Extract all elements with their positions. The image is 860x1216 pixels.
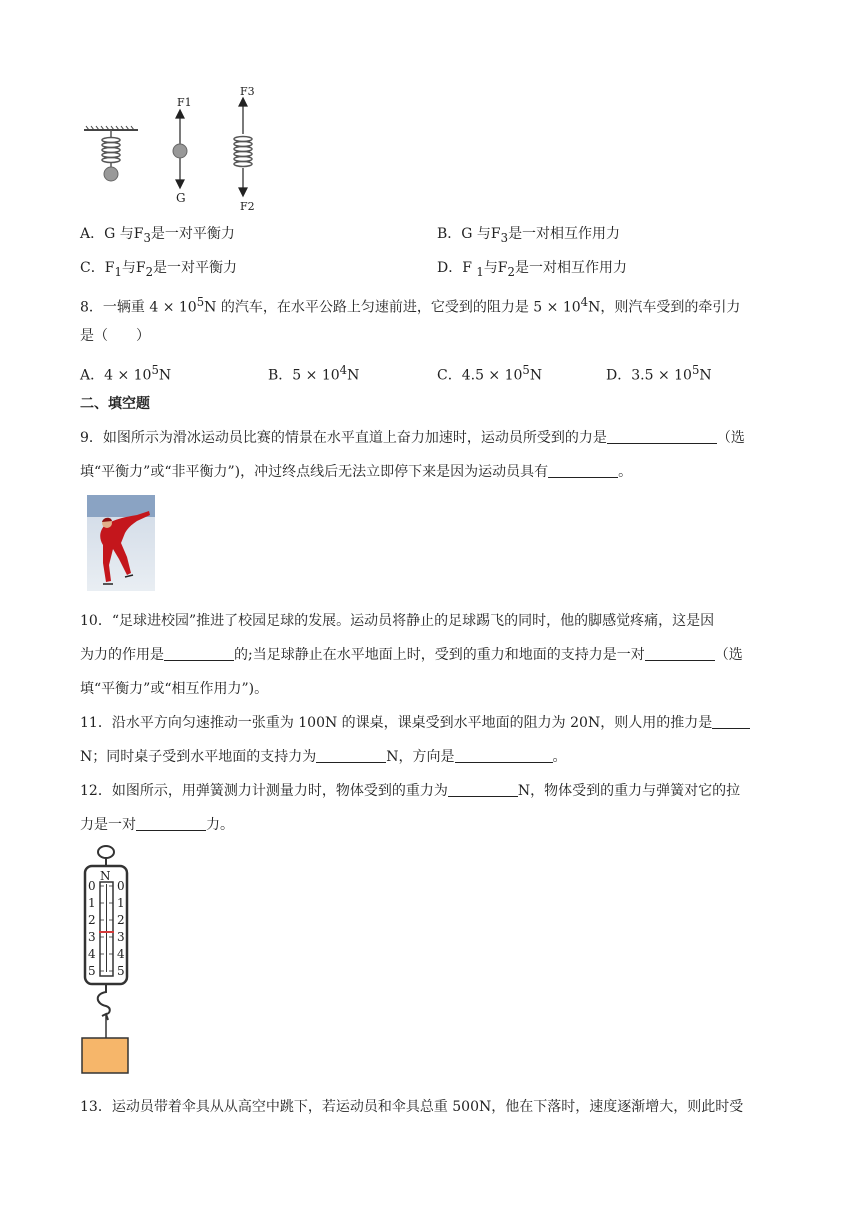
scale-hook — [98, 984, 110, 1014]
scale-tick-label-left-2: 2 — [88, 913, 96, 927]
spring-scale-diagram — [80, 842, 140, 1076]
scale-tick-label-right-2: 2 — [117, 913, 125, 927]
q11-blank-3[interactable] — [455, 748, 553, 763]
free-ball — [173, 144, 187, 158]
q7-option-b[interactable]: B．G 与$F_3$是一对相互作用力 — [437, 226, 621, 245]
q12-blank-1[interactable] — [448, 782, 518, 797]
q9-blank-1[interactable] — [607, 429, 717, 444]
hanging-ball — [104, 167, 118, 181]
q13-stem-line1: 13．运动员带着伞具从从高空中跳下，若运动员和伞具总重 500N，他在下落时，速度逐渐增大，则此时受 — [80, 1099, 744, 1115]
q7-option-d[interactable]: D．F $_1$与$F_2$是一对相互作用力 — [437, 260, 627, 279]
weight-block — [82, 1038, 128, 1073]
scale-tick-label-right-3: 3 — [117, 930, 125, 944]
q11-blank-1[interactable] — [712, 714, 750, 729]
q7-option-a[interactable]: A．G 与$F_3$是一对平衡力 — [80, 226, 235, 245]
label-f3: F3 — [240, 85, 255, 98]
q11-stem-line2: N；同时桌子受到水平地面的支持力为 N，方向是 。 — [80, 749, 567, 765]
scale-tick-label-right-0: 0 — [117, 879, 125, 893]
q12-blank-2[interactable] — [136, 816, 206, 831]
q8-stem-line2: 是（ ） — [80, 328, 150, 344]
q8-option-b[interactable]: B．$5 \times 10^4N$ — [268, 363, 360, 384]
scale-tick-label-right-1: 1 — [117, 896, 125, 910]
scale-tick-label-left-4: 4 — [88, 947, 96, 961]
q11-stem-line1: 11．沿水平方向匀速推动一张重为 100N 的课桌，课桌受到水平地面的阻力为 20N，则人用的推力是 — [80, 713, 750, 733]
q12-stem-line1: 12．如图所示，用弹簧测力计测量力时，物体受到的重力为 N，物体受到的重力与弹簧对它的拉 — [80, 783, 741, 799]
q8-option-c[interactable]: C．$4.5 \times 10^5N$ — [437, 363, 543, 384]
q9-stem-line2: 填“平衡力”或“非平衡力”)，冲过终点线后无法立即停下来是因为运动员具有 。 — [80, 464, 633, 480]
label-g: G — [176, 191, 186, 205]
q10-stem-line2: 为力的作用是 的;当足球静止在水平地面上时，受到的重力和地面的支持力是一对 （选 — [80, 647, 743, 663]
scale-ring — [98, 846, 114, 858]
scale-tick-label-left-5: 5 — [88, 964, 96, 978]
scale-unit: N — [100, 869, 111, 883]
hanging-spring — [102, 130, 120, 167]
label-f1: F1 — [177, 96, 192, 109]
scale-tick-label-left-0: 0 — [88, 879, 96, 893]
q11-blank-2[interactable] — [316, 748, 386, 763]
scale-tick-label-left-1: 1 — [88, 896, 96, 910]
q10-blank-1[interactable] — [164, 646, 234, 661]
ceiling-hatch — [84, 126, 138, 130]
q10-blank-2[interactable] — [645, 646, 715, 661]
q8-stem-line1: 8．一辆重 $4 \times 10^5N$ 的汽车，在水平公路上匀速前进，它受到的阻力是 $5 \times 10^4N$，则汽车受到的牵引力 — [80, 295, 741, 316]
label-f2: F2 — [240, 200, 255, 213]
skater-photo — [87, 495, 155, 591]
q9-stem-line1: 9．如图所示为滑冰运动员比赛的情景在水平直道上奋力加速时，运动员所受到的力是 （选 — [80, 430, 745, 446]
q10-stem-line3: 填“平衡力”或“相互作用力”)。 — [80, 681, 269, 697]
q9-blank-2[interactable] — [548, 463, 618, 478]
scale-tick-label-right-5: 5 — [117, 964, 125, 978]
q12-stem-line2: 力是一对 力。 — [80, 817, 234, 833]
q8-option-d[interactable]: D．$3.5 \times 10^5N$ — [606, 363, 712, 384]
q7-option-c[interactable]: C．$F_1$与$F_2$是一对平衡力 — [80, 260, 237, 279]
q8-option-a[interactable]: A．$4 \times 10^5N$ — [80, 363, 172, 384]
scale-tick-label-left-3: 3 — [88, 930, 96, 944]
q10-stem-line1: 10．“足球进校园”推进了校园足球的发展。运动员将静止的足球踢飞的同时，他的脚感觉疼痛，这是因 — [80, 613, 715, 629]
section-heading: 二、填空题 — [80, 396, 150, 412]
scale-tick-label-right-4: 4 — [117, 947, 125, 961]
q7-force-diagram — [80, 82, 270, 217]
free-spring — [234, 137, 252, 167]
